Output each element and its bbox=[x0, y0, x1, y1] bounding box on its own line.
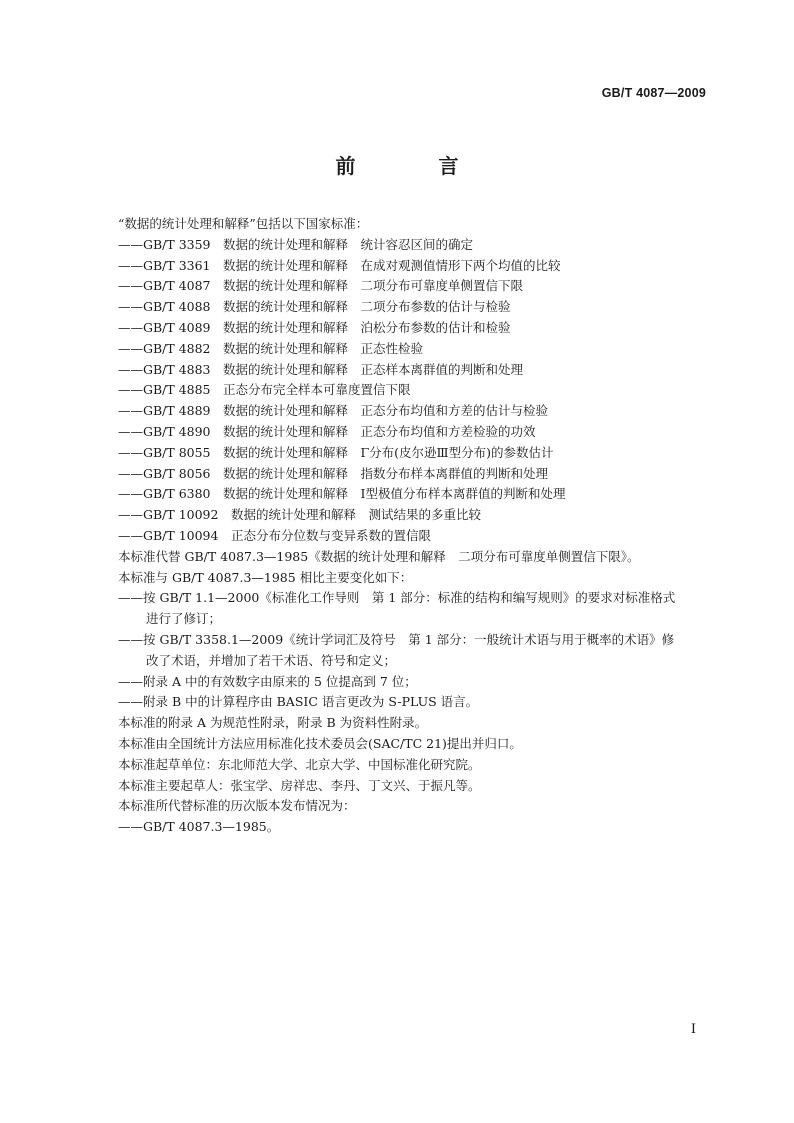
list-item: ——GB/T 4883 数据的统计处理和解释 正态样本离群值的判断和处理 bbox=[118, 361, 524, 377]
history-intro: 本标准所代替标准的历次版本发布情况为： bbox=[118, 798, 356, 814]
list-item: ——GB/T 4882 数据的统计处理和解释 正态性检验 bbox=[118, 340, 424, 356]
list-item: ——GB/T 6380 数据的统计处理和解释 Ⅰ型极值分布样本离群值的判断和处理 bbox=[118, 486, 566, 502]
list-item: ——GB/T 4088 数据的统计处理和解释 二项分布参数的估计与检验 bbox=[118, 299, 511, 315]
list-item: ——GB/T 4885 正态分布完全样本可靠度置信下限 bbox=[118, 382, 411, 398]
history-item: ——GB/T 4087.3—1985。 bbox=[118, 819, 280, 835]
list-item: ——GB/T 10094 正态分布分位数与变异系数的置信限 bbox=[118, 527, 431, 543]
page-title: 前 言 bbox=[335, 154, 497, 178]
page-number: I bbox=[690, 1022, 696, 1037]
change-item: ——按 GB/T 3358.1—2009《统计学词汇及符号 第 1 部分：一般统计术语与用于概率的术语》修 bbox=[118, 631, 675, 647]
standards-list bbox=[118, 235, 718, 547]
list-item: ——GB/T 4889 数据的统计处理和解释 正态分布均值和方差的估计与检验 bbox=[118, 403, 549, 419]
change-item: ——附录 A 中的有效数字由原来的 5 位提高到 7 位； bbox=[118, 673, 417, 689]
annex-note: 本标准的附录 A 为规范性附录，附录 B 为资料性附录。 bbox=[118, 715, 428, 731]
list-item: ——GB/T 3361 数据的统计处理和解释 在成对观测值情形下两个均值的比较 bbox=[118, 257, 561, 273]
intro-line: “数据的统计处理和解释”包括以下国家标准： bbox=[118, 216, 369, 231]
list-item: ——GB/T 3359 数据的统计处理和解释 统计容忍区间的确定 bbox=[118, 236, 474, 252]
change-item: ——按 GB/T 1.1—2000《标准化工作导则 第 1 部分：标准的结构和编写规则》的要求对标准格式 bbox=[118, 590, 676, 606]
change-item-continuation: 进行了修订； bbox=[146, 611, 222, 627]
list-item: ——GB/T 4890 数据的统计处理和解释 正态分布均值和方差检验的功效 bbox=[118, 423, 536, 439]
changes-list bbox=[118, 588, 718, 713]
list-item: ——GB/T 4087 数据的统计处理和解释 二项分布可靠度单侧置信下限 bbox=[118, 278, 524, 294]
drafting-units: 本标准起草单位：东北师范大学、北京大学、中国标准化研究院。 bbox=[118, 756, 481, 772]
list-item: ——GB/T 8056 数据的统计处理和解释 指数分布样本离群值的判断和处理 bbox=[118, 465, 549, 481]
list-item: ——GB/T 10092 数据的统计处理和解释 测试结果的多重比较 bbox=[118, 507, 481, 523]
standard-code: GB/T 4087—2009 bbox=[601, 86, 706, 100]
proposed-by: 本标准由全国统计方法应用标准化技术委员会(SAC/TC 21)提出并归口。 bbox=[118, 735, 522, 751]
list-item: ——GB/T 4089 数据的统计处理和解释 泊松分布参数的估计和检验 bbox=[118, 319, 511, 335]
change-item: ——附录 B 中的计算程序由 BASIC 语言更改为 S-PLUS 语言。 bbox=[118, 694, 479, 710]
change-item-continuation: 改了术语，并增加了若干术语、符号和定义； bbox=[146, 652, 397, 668]
replaces-statement: 本标准代替 GB/T 4087.3—1985《数据的统计处理和解释 二项分布可靠度单侧置信下限》。 bbox=[118, 548, 640, 564]
list-item: ——GB/T 8055 数据的统计处理和解释 Γ分布(皮尔逊Ⅲ型分布)的参数估计 bbox=[118, 444, 554, 460]
foreword-body bbox=[118, 214, 718, 838]
changes-intro: 本标准与 GB/T 4087.3—1985 相比主要变化如下： bbox=[118, 569, 413, 585]
drafters: 本标准主要起草人：张宝学、房祥忠、李丹、丁文兴、于振凡等。 bbox=[118, 777, 481, 793]
